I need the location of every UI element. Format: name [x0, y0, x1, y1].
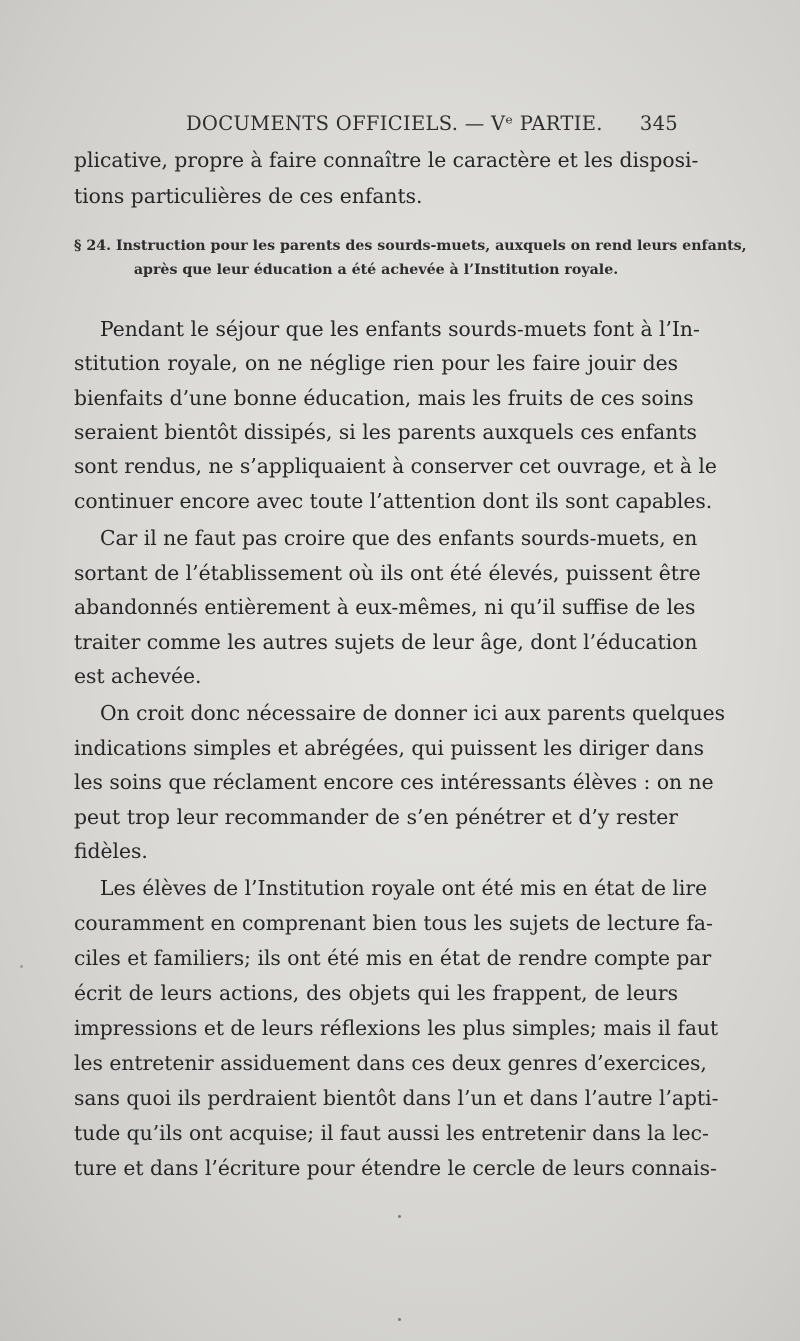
text-line: tions particulières de ces enfants.: [74, 184, 423, 208]
text-line: bienfaits d’une bonne éducation, mais les fruits de ces soins: [74, 386, 694, 410]
text-line: stitution royale, on ne néglige rien pour les faire jouir des: [74, 351, 678, 375]
running-header: [74, 108, 678, 140]
page-number: 345: [639, 112, 678, 135]
text-line: continuer encore avec toute l’attention dont ils sont capables.: [74, 489, 713, 513]
text-line: sortant de l’établissement où ils ont été élevés, puissent être: [74, 561, 701, 585]
text-line: écrit de leurs actions, des objets qui les frappent, de leurs: [74, 981, 678, 1005]
text-line: sont rendus, ne s’appliquaient à conserver cet ouvrage, et à le: [74, 454, 717, 478]
ink-speck: [398, 1318, 401, 1321]
text-line: plicative, propre à faire connaître le caractère et les disposi-: [74, 148, 699, 172]
ink-speck: [20, 965, 23, 968]
running-title: DOCUMENTS OFFICIELS. — Vᵉ PARTIE.: [186, 112, 603, 135]
text-line: abandonnés entièrement à eux-mêmes, ni qu’il suffise de les: [74, 595, 696, 619]
section-heading: § 24. Instruction pour les parents des sourds-muets, auxquels on rend leurs enfants,: [74, 238, 747, 254]
text-line: peut trop leur recommander de s’en pénétrer et d’y rester: [74, 805, 678, 829]
ink-speck: [398, 1215, 401, 1218]
text-line: indications simples et abrégées, qui puissent les diriger dans: [74, 736, 704, 760]
text-line: ciles et familiers; ils ont été mis en état de rendre compte par: [74, 946, 712, 970]
section-heading: après que leur éducation a été achevée à l’Institution royale.: [133, 262, 619, 278]
text-line: sans quoi ils perdraient bientôt dans l’un et dans l’autre l’apti-: [74, 1086, 719, 1110]
text-line: les soins que réclament encore ces intéressants élèves : on ne: [74, 770, 714, 794]
text-line: seraient bientôt dissipés, si les parents auxquels ces enfants: [74, 420, 697, 444]
text-line: est achevée.: [74, 664, 202, 688]
text-line: ture et dans l’écriture pour étendre le cercle de leurs connais-: [74, 1156, 717, 1180]
text-line: Pendant le séjour que les enfants sourds-muets font à l’In-: [100, 317, 700, 341]
text-line: Car il ne faut pas croire que des enfants sourds-muets, en: [100, 526, 698, 550]
text-line: traiter comme les autres sujets de leur âge, dont l’éducation: [74, 630, 698, 654]
text-line: fidèles.: [74, 839, 148, 863]
text-line: les entretenir assiduement dans ces deux genres d’exercices,: [74, 1051, 707, 1075]
text-line: On croit donc nécessaire de donner ici aux parents quelques: [100, 701, 726, 725]
text-line: Les élèves de l’Institution royale ont été mis en état de lire: [100, 876, 708, 900]
text-line: tude qu’ils ont acquise; il faut aussi les entretenir dans la lec-: [74, 1121, 709, 1145]
text-line: couramment en comprenant bien tous les sujets de lecture fa-: [74, 911, 713, 935]
text-line: impressions et de leurs réflexions les plus simples; mais il faut: [74, 1016, 719, 1040]
